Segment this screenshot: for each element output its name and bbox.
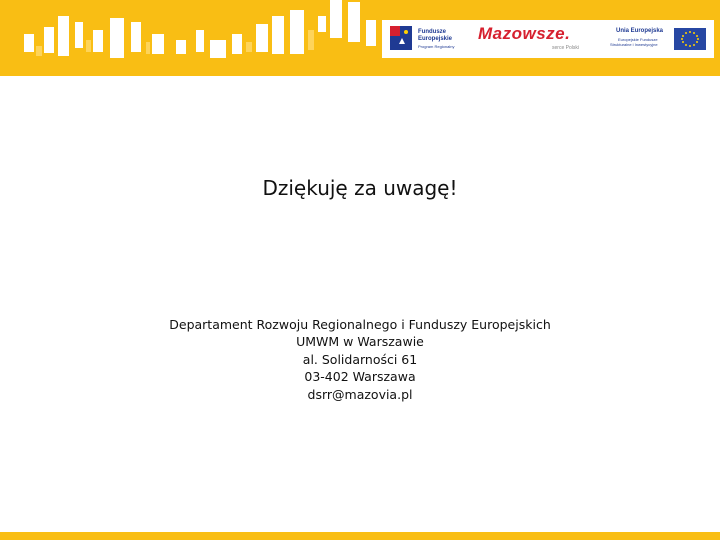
europejskie-label: Europejskie <box>418 36 453 42</box>
strukturalne-label: Strukturalne i Inwestycyjne <box>610 42 658 47</box>
eu-flag-icon <box>674 28 706 50</box>
mazowsze-tagline: serce Polski <box>552 45 579 51</box>
office-name: UMWM w Warszawie <box>296 334 424 350</box>
fundusze-label: Fundusze <box>418 29 446 35</box>
postal-address: 03-402 Warszawa <box>304 369 416 385</box>
email-address: dsrr@mazovia.pl <box>307 386 413 402</box>
header-bar <box>0 0 720 76</box>
mazowsze-logo: Mazowsze. <box>478 24 571 43</box>
street-address: al. Solidarności 61 <box>302 351 418 367</box>
thank-you-heading: Dziękuję za uwagę! <box>262 176 458 200</box>
contact-block <box>0 316 720 403</box>
bottom-bar <box>0 532 720 540</box>
program-regionalny-label: Program Regionalny <box>418 44 455 49</box>
fundusze-europejskie-logo <box>388 24 416 54</box>
logo-strip <box>382 20 714 58</box>
department-name: Departament Rozwoju Regionalnego i Funduszy Europejskich <box>169 317 551 332</box>
unia-europejska-label: Unia Europejska <box>616 28 664 34</box>
europejskie-fundusze-label: Europejskie Fundusze <box>618 37 658 42</box>
